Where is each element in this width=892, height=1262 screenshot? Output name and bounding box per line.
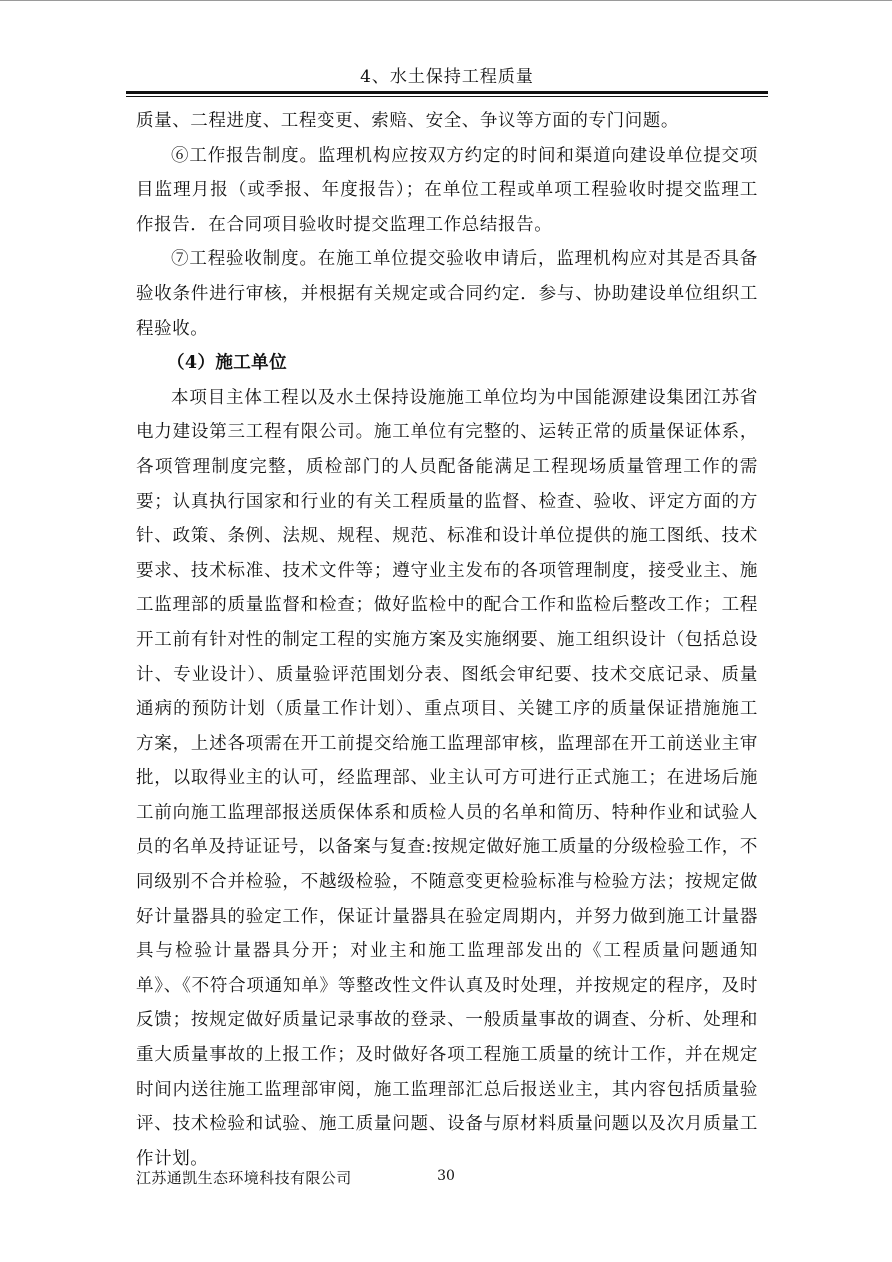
header-rule-thin (126, 96, 768, 97)
paragraph-work-report-system: ⑥工作报告制度。监理机构应按双方约定的时间和渠道向建设单位提交项目监理月报（或季报、年度报告）；在单位工程或单项工程验收时提交监理工作报告．在合同项目验收时提交监理工作总结报告。 (136, 145, 758, 235)
document-body (136, 104, 758, 1176)
section-heading-construction-unit: （4）施工单位 (167, 353, 287, 374)
page-header-title: 4、水土保持工程质量 (360, 67, 534, 87)
paragraph-acceptance-system: ⑦工程验收制度。在施工单位提交验收申请后，监理机构应对其是否具备验收条件进行审核，并根据有关规定或合同约定．参与、协助建设单位组织工程验收。 (136, 249, 758, 339)
paragraph-construction-unit: 本项目主体工程以及水土保持设施施工单位均为中国能源建设集团江苏省电力建设第三工程有限公司。施工单位有完整的、运转正常的质量保证体系，各项管理制度完整，质检部门的人员配备能满足工程现场质量管理工作的需要；认真执行国家和行业的有关工程质量的监督、检查、验收、评定方面的方针、政策、条例、法规、规程、规范、标准和设计单位提供的施工图纸、技术要求、技术标准、技术文件等；遵守业主发布的各项管理制度，接受业主、施工监理部的质量监督和检查；做好监检中的配合工作和监检后整改工作；工程开工前有针对性的制定工程的实施方案及实施纲要、施工组织设计（包括总设计、专业设计）、质量验评范围划分表、图纸会审纪要、技术交底记录、质量通病的预防计划（质量工作计划）、重点项目、关键工序的质量保证措施施工方案，上述各项需在开工前提交给施工监理部审核，监理部在开工前送业主审批，以取得业主的认可，经监理部、业主认可方可进行正式施工；在进场后施工前向施工监理部报送质保体系和质检人员的名单和简历、特种作业和试验人员的名单及持证证号，以备案与复查:按规定做好施工质量的分级检验工作，不同级别不合并检验，不越级检验，不随意变更检验标准与检验方法；按规定做好计量器具的验定工作，保证计量器具在验定周期内，并努力做到施工计量器具与检验计量器具分开；对业主和施工监理部发出的《工程质量问题通知单》、《不符合项通知单》等整改性文件认真及时处理，并按规定的程序，及时反馈；按规定做好质量记录事故的登录、一般质量事故的调查、分析、处理和重大质量事故的上报工作；及时做好各项工程施工质量的统计工作，并在规定时间内送往施工监理部审阅，施工监理部汇总后报送业主，其内容包括质量验评、技术检验和试验、施工质量问题、设备与原材料质量问题以及次月质量工作计划。 (136, 387, 758, 1169)
footer-page-number: 30 (437, 1168, 455, 1184)
footer-company-name: 江苏通凯生态环境科技有限公司 (136, 1169, 352, 1187)
header-rule-thick (126, 91, 768, 94)
paragraph-continuation: 质量、二程进度、工程变更、索赔、安全、争议等方面的专门问题。 (136, 111, 679, 131)
page-top-border (0, 0, 892, 1)
